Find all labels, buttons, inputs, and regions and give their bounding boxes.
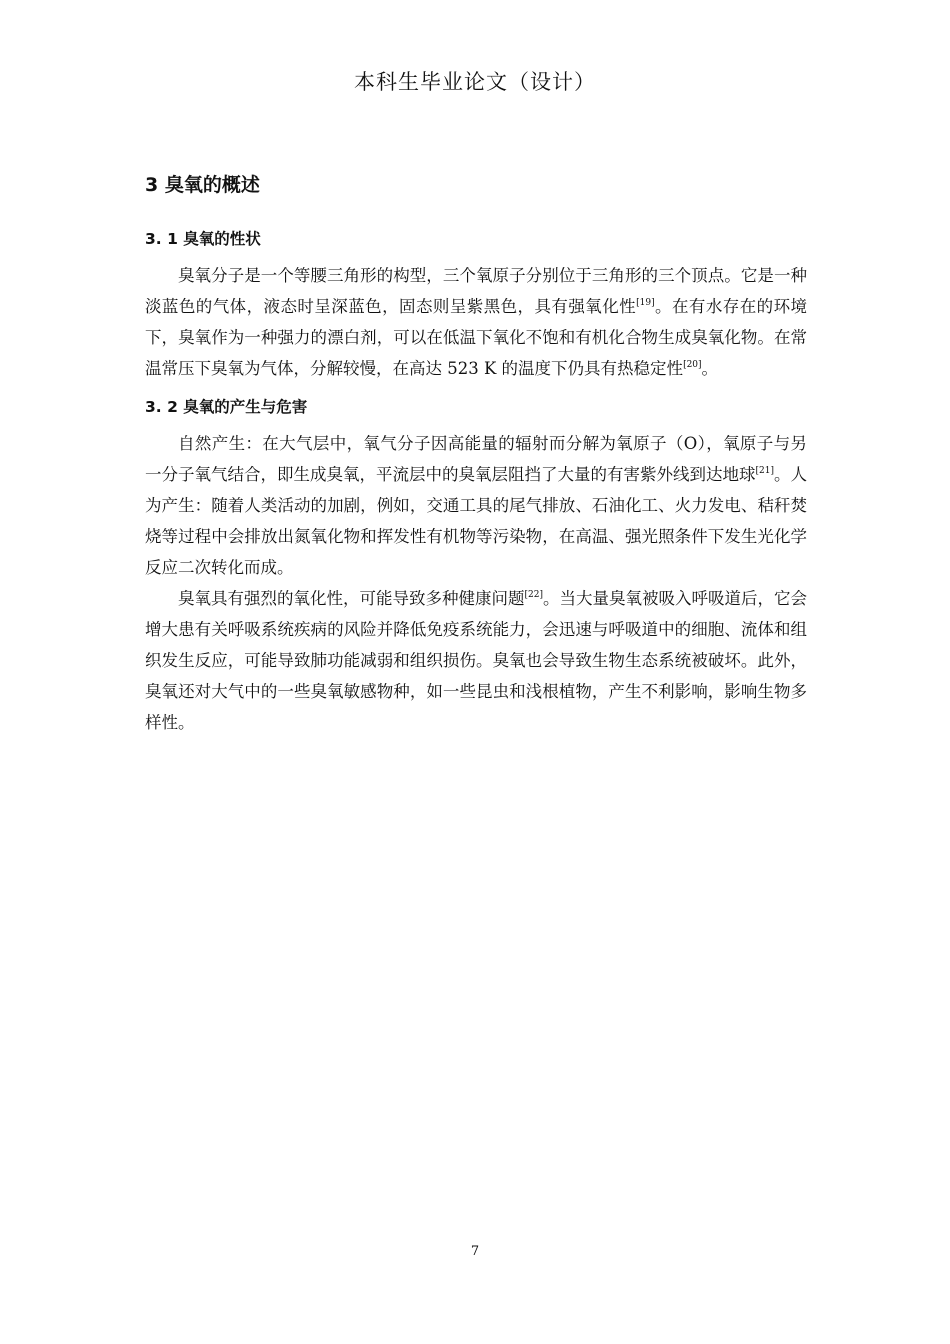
paragraph [145,260,807,384]
citation: [20] [683,360,702,370]
paragraph [145,583,807,738]
citation: [22] [524,590,543,600]
section-title: 3. 2 臭氧的产生与危害 [145,398,308,416]
paragraph [145,428,807,583]
section-properties [145,226,807,384]
citation: [21] [755,466,774,476]
paragraph-text: 臭氧具有强烈的氧化性，可能导致多种健康问题 [178,589,525,608]
paragraph-text: 。在有水存在的环境下，臭氧作为一种强力的漂白剂，可以在低温下氧化不饱和有机化合物生成臭氧化物。在常温常压下臭氧为气体，分解较慢，在高达 523 K 的温度下仍具有热稳定性 [145,297,808,378]
paragraph-text: 。 [701,359,719,378]
paragraph-text: 自然产生：在大气层中，氧气分子因高能量的辐射而分解为氧原子（O），氧原子与另一分子氧气结合，即生成臭氧，平流层中的臭氧层阻挡了大量的有害紫外线到达地球 [145,434,807,484]
page-number: 7 [470,1244,480,1259]
paragraph-text: 。人为产生：随着人类活动的加剧，例如，交通工具的尾气排放、石油化工、火力发电、秸秆焚烧等过程中会排放出氮氧化物和挥发性有机物等污染物，在高温、强光照条件下发生光化学反应二次转化而成。 [145,465,808,577]
citation: [19] [636,298,655,308]
document-body [145,170,807,738]
paragraph-text: 臭氧分子是一个等腰三角形的构型，三个氧原子分别位于三角形的三个顶点。它是一种淡蓝色的气体，液态时呈深蓝色，固态则呈紫黑色，具有强氧化性 [145,266,807,316]
paragraph-text: 。当大量臭氧被吸入呼吸道后，它会增大患有关呼吸系统疾病的风险并降低免疫系统能力，会迅速与呼吸道中的细胞、流体和组织发生反应，可能导致肺功能减弱和组织损伤。臭氧也会导致生物生态系统被破坏。此外，臭氧还对大气中的一些臭氧敏感物种，如一些昆虫和浅根植物，产生不利影响，影响生物多样性。 [145,589,808,732]
section-title: 3. 1 臭氧的性状 [145,230,261,248]
chapter-title: 3 臭氧的概述 [145,174,260,196]
section-generation-hazards [145,394,807,738]
page-header-title: 本科生毕业论文（设计） [354,70,596,94]
